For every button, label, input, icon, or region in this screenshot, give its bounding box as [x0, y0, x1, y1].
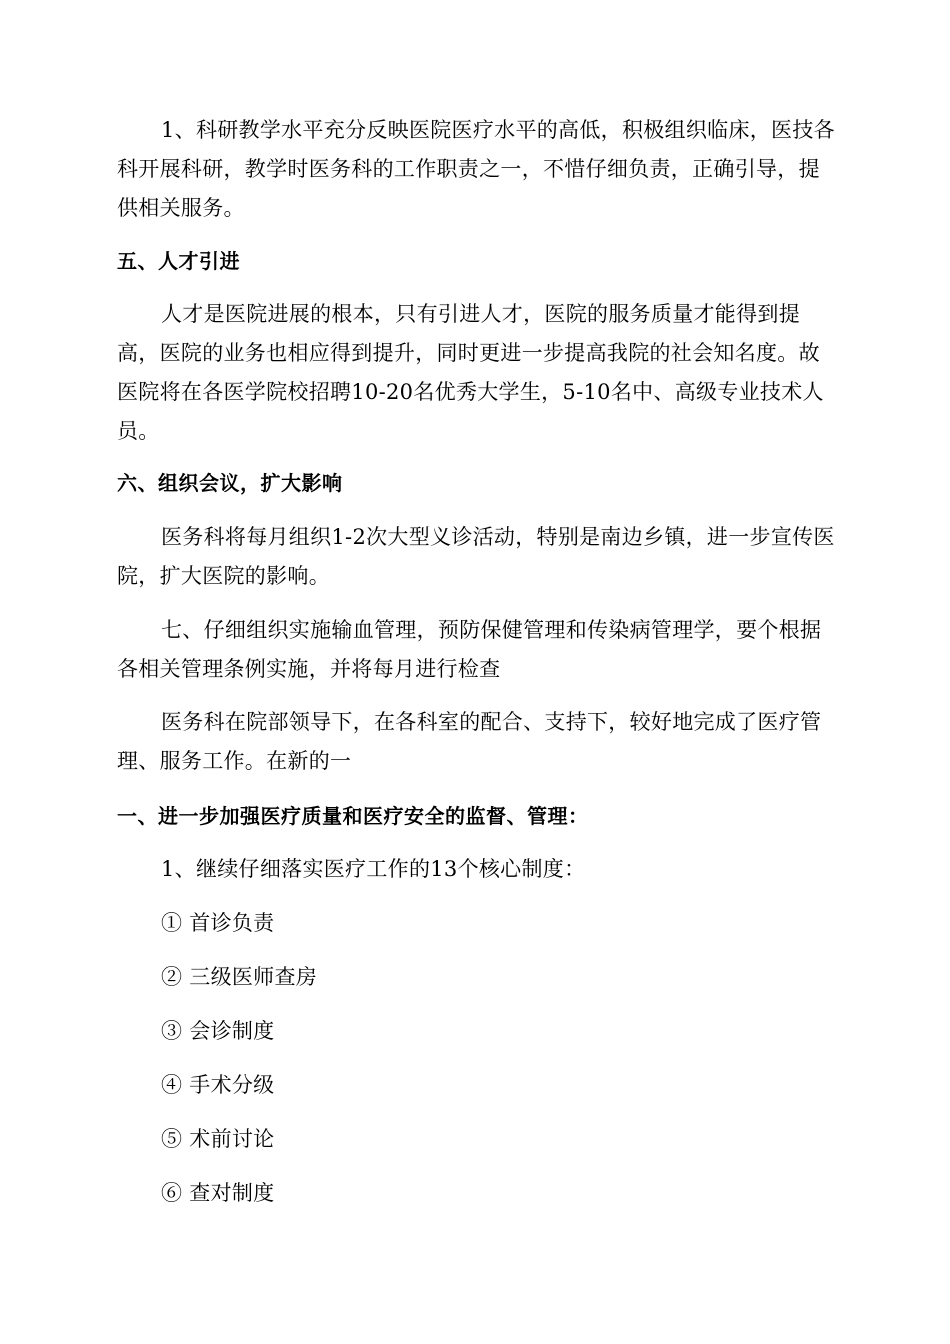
- heading-quality: 一、进一步加强医疗质量和医疗安全的监督、管理：: [117, 804, 589, 828]
- paragraph-talent: 人才是医院进展的根本，只有引进人才，医院的服务质量才能得到提高，医院的业务也相应得到提升，同时更进一步提高我院的社会知名度。故医院将在各医学院校招聘10-20名优秀大学生，5-10名中、高级专业技术人员。: [117, 302, 824, 443]
- list-item: ③ 会诊制度: [161, 1019, 275, 1043]
- list-item: ④ 手术分级: [161, 1073, 275, 1097]
- heading-talent: 五、人才引进: [117, 249, 240, 273]
- list-item: ⑤ 术前讨论: [161, 1127, 275, 1151]
- paragraph-core-systems: 1、继续仔细落实医疗工作的13个核心制度：: [161, 857, 586, 881]
- heading-meeting: 六、组织会议，扩大影响: [117, 471, 343, 495]
- paragraph-summary: 医务科在院部领导下，在各科室的配合、支持下，较好地完成了医疗管理、服务工作。在新的一: [117, 710, 822, 773]
- list-item: ① 首诊负责: [161, 911, 275, 935]
- list-item: ② 三级医师查房: [161, 965, 318, 989]
- list-item: ⑥ 查对制度: [161, 1181, 275, 1205]
- paragraph-transfusion: 七、仔细组织实施输血管理，预防保健管理和传染病管理学，要个根据各相关管理条例实施，并将每月进行检查: [117, 618, 822, 681]
- paragraph-meeting: 医务科将每月组织1-2次大型义诊活动，特别是南边乡镇，进一步宣传医院，扩大医院的影响。: [117, 525, 835, 588]
- paragraph-research: 1、科研教学水平充分反映医院医疗水平的高低，积极组织临床，医技各科开展科研，教学时医务科的工作职责之一，不惜仔细负责，正确引导，提供相关服务。: [117, 118, 835, 220]
